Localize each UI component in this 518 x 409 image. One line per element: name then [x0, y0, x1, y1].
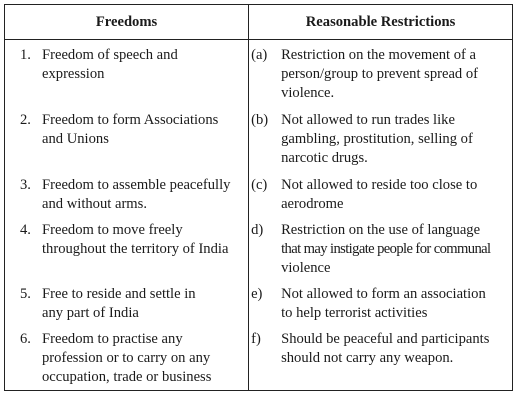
restriction-text-line: person/group to prevent spread of	[281, 66, 479, 82]
freedom-number: 2.	[20, 112, 31, 128]
freedom-text-line: profession or to carry on any	[42, 350, 211, 366]
freedom-text-line: occupation, trade or business	[42, 369, 212, 385]
restriction-letter: (a)	[251, 47, 268, 63]
table-row	[5, 215, 513, 279]
restriction-cell	[249, 170, 513, 215]
restriction-text-line: Should be peaceful and participants	[281, 331, 490, 347]
restriction-text-line: Not allowed to form an association	[281, 286, 486, 302]
table-row	[5, 170, 513, 215]
freedom-number: 4.	[20, 222, 31, 238]
freedom-cell	[5, 105, 249, 170]
restriction-letter: e)	[251, 286, 263, 302]
restriction-cell	[249, 324, 513, 391]
freedom-number: 5.	[20, 286, 31, 302]
restriction-text-line: violence	[281, 260, 331, 276]
freedom-text-line: Freedom of speech and	[42, 47, 178, 63]
restriction-letter: (c)	[251, 177, 268, 193]
freedom-text-line: throughout the territory of India	[42, 241, 229, 257]
restriction-text-line: gambling, prostitution, selling of	[281, 131, 473, 147]
freedom-text-line: Freedom to form Associations	[42, 112, 219, 128]
freedom-number: 1.	[20, 47, 31, 63]
restriction-letter: d)	[251, 222, 264, 238]
freedom-text-line: expression	[42, 66, 105, 82]
restriction-text-line: aerodrome	[281, 196, 344, 212]
freedom-cell	[5, 170, 249, 215]
restriction-cell	[249, 279, 513, 324]
restriction-text-line: violence.	[281, 85, 335, 101]
table-header-row	[5, 5, 513, 40]
freedom-cell	[5, 215, 249, 279]
freedom-number: 6.	[20, 331, 31, 347]
header-freedoms: Freedoms	[5, 5, 249, 40]
freedom-cell	[5, 40, 249, 106]
table-row	[5, 105, 513, 170]
table-row	[5, 324, 513, 391]
freedom-text-line: and Unions	[42, 131, 109, 147]
restriction-text-line: should not carry any weapon.	[281, 350, 454, 366]
restriction-text-line: Restriction on the movement of a	[281, 47, 477, 63]
restriction-cell	[249, 105, 513, 170]
restriction-text-line: narcotic drugs.	[281, 150, 368, 166]
freedom-text-line: Freedom to move freely	[42, 222, 183, 238]
restriction-text-line: to help terrorist activities	[281, 305, 428, 321]
freedom-cell	[5, 324, 249, 391]
freedom-text-line: Freedom to practise any	[42, 331, 183, 347]
header-restrictions: Reasonable Restrictions	[249, 5, 513, 40]
table-row	[5, 40, 513, 106]
restriction-cell	[249, 215, 513, 279]
freedom-cell	[5, 279, 249, 324]
freedoms-table-container	[4, 4, 513, 391]
freedom-text-line: Freedom to assemble peacefully	[42, 177, 231, 193]
restriction-text-line: that may instigate people for communal	[281, 241, 491, 257]
restriction-text-line: Not allowed to run trades like	[281, 112, 455, 128]
freedom-text-line: any part of India	[42, 305, 139, 321]
restriction-letter: (b)	[251, 112, 269, 128]
restriction-cell	[249, 40, 513, 106]
freedom-text-line: Free to reside and settle in	[42, 286, 196, 302]
restriction-text-line: Not allowed to reside too close to	[281, 177, 478, 193]
restriction-text-line: Restriction on the use of language	[281, 222, 481, 238]
table-row	[5, 279, 513, 324]
freedom-text-line: and without arms.	[42, 196, 147, 212]
freedom-number: 3.	[20, 177, 31, 193]
restriction-letter: f)	[251, 331, 261, 347]
freedoms-restrictions-table	[4, 4, 513, 391]
